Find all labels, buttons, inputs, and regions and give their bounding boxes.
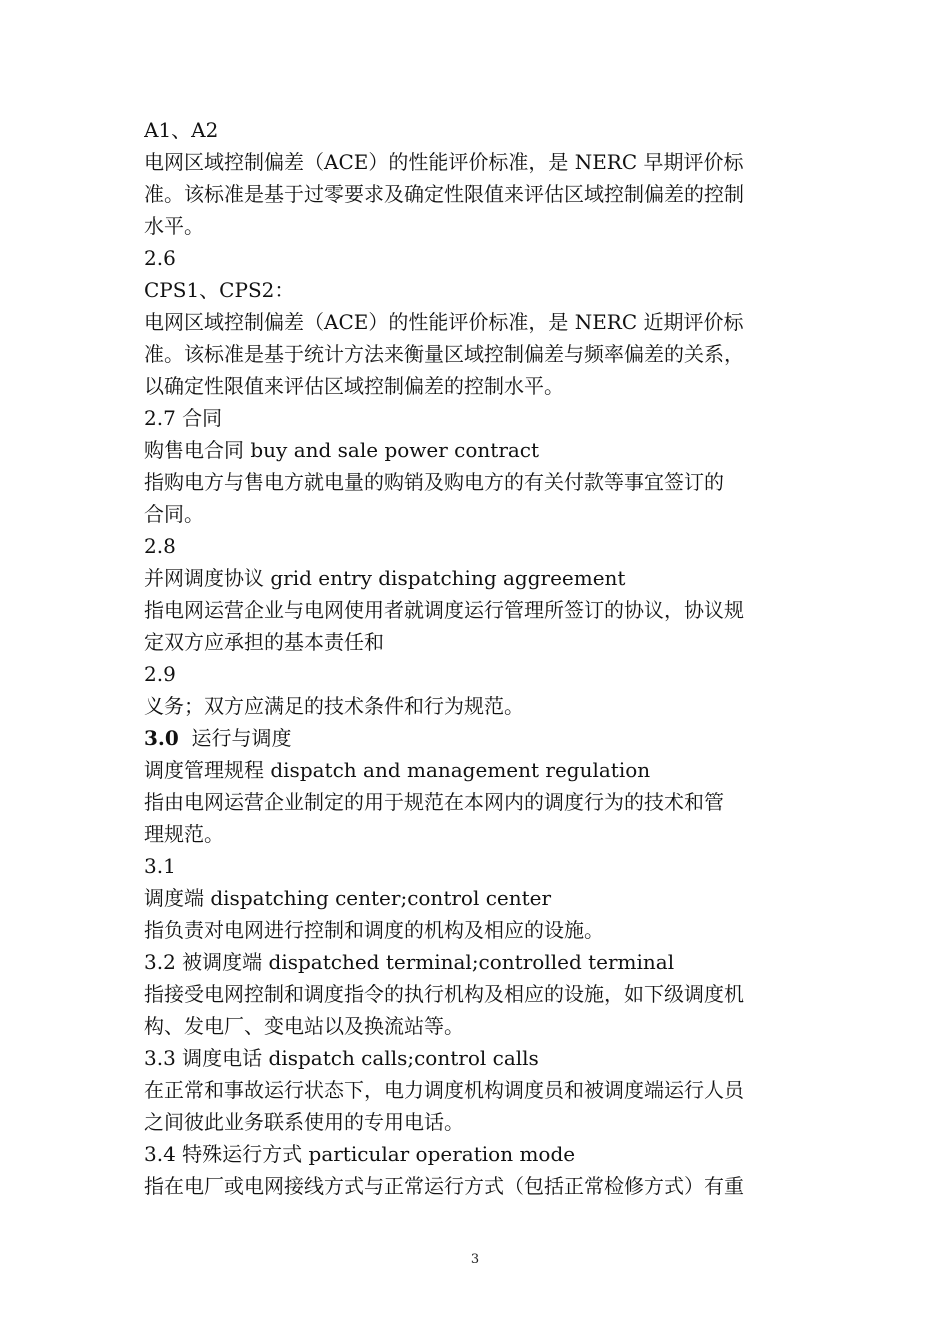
text-line: 指电网运营企业与电网使用者就调度运行管理所签订的协议，协议规 [144,598,744,622]
term-line: 3.3 调度电话 dispatch calls;control calls [144,1046,539,1070]
text-line: 在正常和事故运行状态下，电力调度机构调度员和被调度端运行人员 [144,1078,744,1102]
text-line: 指购电方与售电方就电量的购销及购电方的有关付款等事宜签订的 [144,470,724,494]
section-heading [144,722,808,754]
term-line: 购售电合同 buy and sale power contract [144,438,540,462]
text-line: 指在电厂或电网接线方式与正常运行方式（包括正常检修方式）有重 [144,1174,744,1198]
section-number: 2.6 [144,246,176,270]
term-line: 3.4 特殊运行方式 particular operation mode [144,1142,576,1166]
text-line: 构、发电厂、变电站以及换流站等。 [144,1014,464,1038]
text-line: 之间彼此业务联系使用的专用电话。 [144,1110,464,1134]
text-line: 电网区域控制偏差（ACE）的性能评价标准，是 NERC 近期评价标 [144,310,744,334]
term-line: 调度管理规程 dispatch and management regulation [144,758,651,782]
page-number: 3 [470,1252,480,1267]
section-number: 2.9 [144,662,176,686]
text-line: 准。该标准是基于统计方法来衡量区域控制偏差与频率偏差的关系， [144,342,744,366]
text-line: 理规范。 [144,822,224,846]
text-line: 指由电网运营企业制定的用于规范在本网内的调度行为的技术和管 [144,790,724,814]
text-line: 电网区域控制偏差（ACE）的性能评价标准，是 NERC 早期评价标 [144,150,744,174]
term-line: 并网调度协议 grid entry dispatching aggreement [144,566,626,590]
text-line: 水平。 [144,214,204,238]
text-line: 准。该标准是基于过零要求及确定性限值来评估区域控制偏差的控制 [144,182,744,206]
section-number: 2.8 [144,534,176,558]
section-number: 3.1 [144,854,176,878]
text-line: 义务；双方应满足的技术条件和行为规范。 [144,694,524,718]
term-line: 3.2 被调度端 dispatched terminal;controlled terminal [144,950,675,974]
text-line: 定双方应承担的基本责任和 [144,630,384,654]
text-line: CPS1、CPS2： [144,278,295,302]
section-number-bold: 3.0 [144,726,179,750]
text-line: A1、A2 [144,118,219,142]
text-line: 合同。 [144,502,204,526]
text-line: 指接受电网控制和调度指令的执行机构及相应的设施，如下级调度机 [144,982,744,1006]
section-title: 运行与调度 [191,726,292,750]
text-line: 指负责对电网进行控制和调度的机构及相应的设施。 [144,918,604,942]
section-heading: 2.7 合同 [144,406,223,430]
term-line: 调度端 dispatching center;control center [144,886,552,910]
document-body [144,114,808,1202]
text-line: 以确定性限值来评估区域控制偏差的控制水平。 [144,374,564,398]
